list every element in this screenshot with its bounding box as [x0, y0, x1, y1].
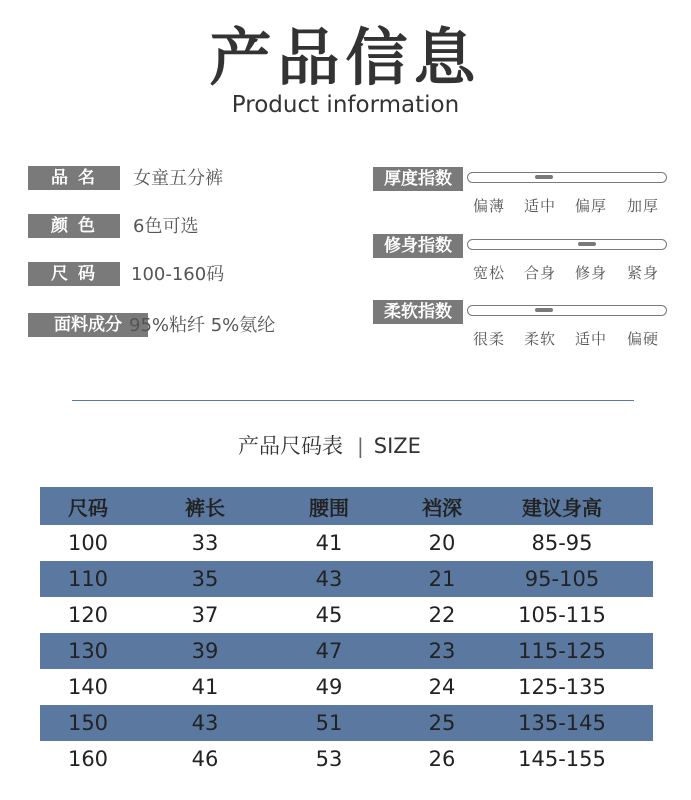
table-row [40, 525, 653, 561]
index-option: 柔软 [523, 330, 556, 348]
index-bar [467, 305, 667, 316]
index-label: 柔软指数 [373, 300, 463, 324]
table-cell: 105-115 [518, 603, 606, 627]
header-cell-rise: 裆深 [422, 495, 462, 520]
index-softness [373, 300, 673, 360]
table-cell: 110 [67, 567, 109, 591]
index-option: 偏厚 [574, 197, 607, 215]
table-cell: 37 [191, 603, 219, 627]
index-label: 修身指数 [373, 234, 463, 258]
index-option: 偏薄 [472, 197, 505, 215]
page-title-en: Product information [231, 92, 460, 118]
table-cell: 33 [191, 531, 219, 555]
info-value-size: 100-160码 [131, 264, 225, 285]
index-thickness [373, 167, 673, 227]
table-cell: 100 [67, 531, 109, 555]
index-marker [535, 175, 553, 179]
table-cell: 51 [315, 711, 343, 735]
size-chart-title-cn: 产品尺码表 [238, 434, 343, 458]
info-value-name: 女童五分裤 [133, 168, 223, 189]
header-cell-waist: 腰围 [309, 495, 349, 520]
info-label-size: 尺 码 [28, 262, 120, 286]
index-option: 加厚 [626, 197, 659, 215]
table-cell: 41 [191, 675, 219, 699]
table-cell: 41 [315, 531, 343, 555]
table-cell: 135-145 [518, 711, 606, 735]
header-cell-size: 尺码 [68, 495, 108, 520]
table-row [40, 561, 653, 597]
table-cell: 24 [428, 675, 456, 699]
table-cell: 150 [67, 711, 109, 735]
table-row [40, 597, 653, 633]
table-cell: 115-125 [518, 639, 606, 663]
index-option: 修身 [574, 264, 607, 282]
index-marker [578, 242, 596, 246]
table-cell: 140 [67, 675, 109, 699]
table-cell: 22 [428, 603, 456, 627]
index-option: 紧身 [626, 264, 659, 282]
index-bar [467, 172, 667, 183]
table-cell: 85-95 [531, 531, 593, 555]
table-cell: 95-105 [524, 567, 600, 591]
table-cell: 43 [191, 711, 219, 735]
index-option: 偏硬 [626, 330, 659, 348]
size-chart-separator: | [357, 434, 364, 458]
table-cell: 21 [428, 567, 456, 591]
index-fit [373, 234, 673, 294]
table-cell: 20 [428, 531, 456, 555]
index-label: 厚度指数 [373, 167, 463, 191]
table-cell: 125-135 [518, 675, 606, 699]
info-value-fabric: 95%粘纤 5%氨纶 [129, 315, 276, 336]
index-option: 合身 [523, 264, 556, 282]
header-cell-height: 建议身高 [522, 495, 602, 520]
table-cell: 23 [428, 639, 456, 663]
table-cell: 45 [315, 603, 343, 627]
info-label-fabric: 面料成分 [28, 313, 148, 337]
table-cell: 49 [315, 675, 343, 699]
table-cell: 43 [315, 567, 343, 591]
table-cell: 26 [428, 747, 456, 771]
index-option: 适中 [574, 330, 607, 348]
index-option: 适中 [523, 197, 556, 215]
table-row [40, 705, 653, 741]
index-bar [467, 239, 667, 250]
index-option: 宽松 [472, 264, 505, 282]
table-cell: 47 [315, 639, 343, 663]
table-cell: 160 [67, 747, 109, 771]
size-chart-title [238, 430, 421, 460]
table-cell: 53 [315, 747, 343, 771]
table-cell: 35 [191, 567, 219, 591]
table-cell: 25 [428, 711, 456, 735]
table-cell: 145-155 [518, 747, 606, 771]
index-marker [535, 308, 553, 312]
table-row [40, 633, 653, 669]
table-row [40, 741, 653, 777]
table-cell: 120 [67, 603, 109, 627]
size-table [40, 487, 653, 777]
page-title-cn: 产品信息 [209, 21, 482, 94]
header-cell-length: 裤长 [185, 495, 225, 520]
section-divider [72, 400, 634, 401]
table-cell: 39 [191, 639, 219, 663]
info-value-color: 6色可选 [133, 216, 199, 237]
info-label-name: 品 名 [28, 166, 120, 190]
table-cell: 130 [67, 639, 109, 663]
table-header-row [40, 487, 653, 525]
index-option: 很柔 [472, 330, 505, 348]
table-cell: 46 [191, 747, 219, 771]
table-row [40, 669, 653, 705]
info-label-color: 颜 色 [28, 214, 120, 238]
size-chart-title-en: SIZE [373, 434, 421, 458]
